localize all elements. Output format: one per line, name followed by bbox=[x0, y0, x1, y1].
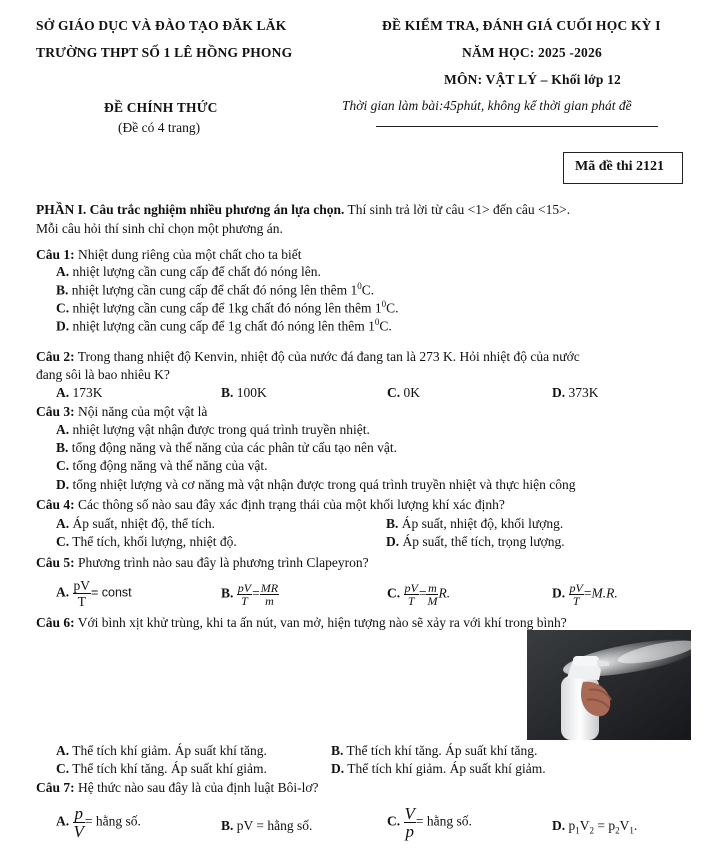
subject: MÔN: VẬT LÝ – Khối lớp 12 bbox=[444, 72, 621, 87]
option-text: tổng động năng và thế năng của các phân tử cấu tạo nên vật. bbox=[68, 440, 397, 455]
q2-option-c[interactable] bbox=[387, 385, 420, 401]
question-text: Hệ thức nào sau đây là của định luật Bôi-lơ? bbox=[74, 780, 319, 795]
q7-option-b[interactable] bbox=[221, 818, 312, 834]
option-text: = p bbox=[594, 818, 616, 833]
question-text: Nhiệt dung riêng của một chất cho ta biết bbox=[74, 247, 302, 262]
option-text: Thể tích khí giảm. Áp suất khí giảm. bbox=[344, 761, 546, 776]
option-tail: C. bbox=[379, 318, 392, 334]
question-2-cont: đang sôi là bao nhiêu K? bbox=[36, 367, 170, 382]
question-text: Các thông số nào sau đây xác định trạng thái của một khối lượng khí xác định? bbox=[74, 497, 505, 512]
q1-option-c[interactable] bbox=[56, 299, 399, 317]
option-key: C. bbox=[56, 458, 70, 473]
q1-option-d[interactable] bbox=[56, 317, 392, 335]
school-name: TRƯỜNG THPT SỐ 1 LÊ HỒNG PHONG bbox=[36, 45, 293, 60]
option-text: pV = hằng số. bbox=[233, 818, 313, 833]
question-1 bbox=[36, 247, 301, 263]
q4-option-d[interactable] bbox=[386, 534, 565, 550]
fraction bbox=[73, 578, 92, 609]
question-label: Câu 6: bbox=[36, 615, 75, 630]
fraction bbox=[260, 582, 279, 607]
school-year: NĂM HỌC: 2025 -2026 bbox=[462, 45, 602, 60]
denominator: T bbox=[407, 594, 415, 608]
section-title: PHẦN I. Câu trắc nghiệm nhiều phương án lựa chọn. bbox=[36, 202, 345, 217]
question-label: Câu 7: bbox=[36, 780, 75, 795]
option-key: C. bbox=[387, 585, 401, 601]
q7-option-d[interactable] bbox=[552, 818, 637, 836]
option-key: B. bbox=[331, 743, 344, 758]
option-key: C. bbox=[387, 385, 401, 400]
q5-option-b[interactable] bbox=[221, 582, 279, 607]
question-text: Nội năng của một vật là bbox=[74, 404, 208, 419]
question-label: Câu 2: bbox=[36, 349, 75, 364]
question-6 bbox=[36, 615, 567, 631]
option-key: D. bbox=[552, 585, 566, 601]
superscript: 0 bbox=[357, 281, 362, 291]
fraction bbox=[569, 582, 584, 607]
fraction bbox=[237, 582, 252, 607]
numerator: V bbox=[404, 804, 415, 823]
numerator: pV bbox=[73, 578, 90, 593]
option-text: 0K bbox=[400, 385, 420, 400]
exam-time: Thời gian làm bài:45phút, không kể thời gian phát đề bbox=[342, 98, 632, 113]
option-key: C. bbox=[56, 534, 70, 549]
fraction bbox=[73, 805, 85, 840]
option-key: D. bbox=[552, 385, 566, 400]
official-label: ĐỀ CHÍNH THỨC bbox=[104, 100, 218, 115]
option-key: D. bbox=[331, 761, 345, 776]
subscript: 1 bbox=[629, 825, 634, 836]
subscript: 2 bbox=[615, 825, 620, 836]
q6-option-a[interactable] bbox=[56, 743, 267, 759]
equal-sign: = bbox=[583, 585, 592, 601]
option-text: Thể tích khí tăng. Áp suất khí giảm. bbox=[69, 761, 267, 776]
option-key: B. bbox=[221, 385, 234, 400]
option-key: A. bbox=[56, 385, 70, 400]
q1-option-b[interactable] bbox=[56, 281, 374, 299]
option-key: B. bbox=[56, 440, 69, 455]
q2-option-b[interactable] bbox=[221, 385, 267, 401]
denominator: m bbox=[265, 594, 274, 608]
section-instruction-2: Mỗi câu hỏi thí sinh chỉ chọn một phương án. bbox=[36, 221, 283, 236]
equal-sign: = bbox=[418, 585, 427, 601]
option-tail: C. bbox=[386, 300, 399, 316]
denominator: T bbox=[241, 594, 248, 608]
denominator: M bbox=[427, 594, 438, 608]
option-text: nhiệt lượng cần cung cấp để 1g chất đó nóng lên thêm 1 bbox=[69, 318, 375, 334]
q3-option-b[interactable] bbox=[56, 440, 397, 456]
q7-option-c[interactable] bbox=[387, 805, 472, 840]
option-key: D. bbox=[56, 318, 70, 334]
equation-rest: = hằng số. bbox=[84, 813, 141, 829]
q7-option-a[interactable] bbox=[56, 805, 141, 840]
option-key: B. bbox=[386, 516, 399, 531]
option-key: D. bbox=[552, 818, 566, 833]
option-key: D. bbox=[386, 534, 400, 549]
q1-option-a[interactable] bbox=[56, 264, 321, 280]
option-text: Áp suất, nhiệt độ, khối lượng. bbox=[398, 516, 564, 531]
option-text: nhiệt lượng cần cung cấp để chất đó nóng lên. bbox=[69, 264, 321, 279]
q5-option-d[interactable] bbox=[552, 582, 618, 607]
option-key: A. bbox=[56, 422, 70, 437]
question-label: Câu 1: bbox=[36, 247, 75, 262]
numerator: pV bbox=[569, 581, 583, 595]
option-tail: . bbox=[633, 818, 638, 833]
option-tail: C. bbox=[361, 282, 375, 298]
equation-tail: R. bbox=[438, 585, 451, 601]
exam-code: Mã đề thi 2121 bbox=[575, 159, 665, 174]
question-4 bbox=[36, 497, 505, 513]
q4-option-b[interactable] bbox=[386, 516, 563, 532]
q5-option-a[interactable] bbox=[56, 578, 132, 609]
fraction bbox=[404, 582, 419, 607]
option-key: A. bbox=[56, 813, 70, 829]
superscript: 0 bbox=[381, 299, 387, 309]
subscript: 2 bbox=[589, 825, 594, 836]
question-label: Câu 3: bbox=[36, 404, 75, 419]
section-heading bbox=[36, 202, 570, 218]
numerator: m bbox=[428, 581, 437, 595]
exam-code-box bbox=[563, 152, 683, 184]
numerator: pV bbox=[237, 581, 252, 595]
equation-tail: M.R. bbox=[591, 585, 618, 601]
option-text: 100K bbox=[233, 385, 267, 400]
question-5 bbox=[36, 555, 369, 571]
option-text: nhiệt lượng cần cung cấp để chất đó nóng lên thêm 1 bbox=[68, 282, 358, 298]
exam-type: ĐỀ KIỂM TRA, ĐÁNH GIÁ CUỐI HỌC KỲ I bbox=[382, 18, 661, 33]
equal-sign: = bbox=[252, 585, 260, 601]
option-text: 173K bbox=[69, 385, 103, 400]
numerator: MR bbox=[260, 581, 279, 595]
option-key: A. bbox=[56, 584, 70, 600]
q3-option-c[interactable] bbox=[56, 458, 267, 474]
numerator: p bbox=[74, 804, 83, 823]
question-text: Trong thang nhiệt độ Kenvin, nhiệt độ của nước đá đang tan là 273 K. Hỏi nhiệt độ của nước bbox=[74, 349, 580, 364]
option-key: A. bbox=[56, 516, 70, 531]
subscript: 1 bbox=[575, 825, 580, 836]
q6-option-b[interactable] bbox=[331, 743, 537, 759]
option-key: C. bbox=[387, 813, 401, 829]
option-key: C. bbox=[56, 761, 70, 776]
numerator: pV bbox=[404, 581, 418, 595]
equation-rest: = hằng số. bbox=[415, 813, 472, 829]
option-text: V bbox=[619, 818, 630, 833]
question-label: Câu 5: bbox=[36, 555, 75, 570]
question-text: Phương trình nào sau đây là phương trình Clapeyron? bbox=[74, 555, 369, 570]
superscript: 0 bbox=[374, 317, 380, 327]
q2-option-a[interactable] bbox=[56, 385, 103, 401]
option-key: B. bbox=[56, 282, 69, 298]
option-text: 373K bbox=[565, 385, 599, 400]
question-label: Câu 4: bbox=[36, 497, 75, 512]
option-text: nhiệt lượng vật nhận được trong quá trình truyền nhiệt. bbox=[69, 422, 370, 437]
spray-bottle-photo bbox=[527, 630, 691, 740]
option-text: tổng động năng và thế năng của vật. bbox=[69, 458, 268, 473]
dept-name: SỞ GIÁO DỤC VÀ ĐÀO TẠO ĐĂK LĂK bbox=[36, 18, 287, 33]
option-text: Thể tích khí giảm. Áp suất khí tăng. bbox=[69, 743, 267, 758]
q4-option-a[interactable] bbox=[56, 516, 215, 532]
option-text: Áp suất, nhiệt độ, thể tích. bbox=[69, 516, 215, 531]
q4-option-c[interactable] bbox=[56, 534, 237, 550]
option-text: V bbox=[579, 818, 590, 833]
page-count: (Đề có 4 trang) bbox=[118, 120, 201, 135]
question-2 bbox=[36, 349, 580, 365]
option-key: B. bbox=[221, 818, 234, 833]
header-divider bbox=[376, 126, 658, 127]
q5-option-c[interactable] bbox=[387, 582, 450, 607]
q2-option-d[interactable] bbox=[552, 385, 599, 401]
option-text: nhiệt lượng cần cung cấp để 1kg chất đó nóng lên thêm 1 bbox=[69, 300, 382, 316]
option-key: D. bbox=[56, 477, 70, 492]
question-7 bbox=[36, 780, 319, 796]
denominator: T bbox=[77, 594, 86, 609]
denominator: p bbox=[405, 822, 414, 841]
option-key: A. bbox=[56, 743, 70, 758]
denominator: V bbox=[73, 822, 84, 841]
option-text: Áp suất, thể tích, trọng lượng. bbox=[399, 534, 565, 549]
denominator: T bbox=[572, 594, 580, 608]
fraction bbox=[426, 582, 438, 607]
option-key: C. bbox=[56, 300, 70, 316]
option-text: tổng nhiệt lượng và cơ năng mà vật nhận được trong quá trình truyền nhiệt và thực hiện công bbox=[69, 477, 576, 492]
section-instruction: Thí sinh trả lời từ câu <1> đến câu <15>. bbox=[344, 202, 571, 217]
question-3 bbox=[36, 404, 207, 420]
q6-option-c[interactable] bbox=[56, 761, 267, 777]
q3-option-a[interactable] bbox=[56, 422, 370, 438]
q3-option-d[interactable] bbox=[56, 477, 576, 493]
option-key: B. bbox=[221, 585, 234, 601]
equation-rest: = const bbox=[91, 585, 132, 600]
q6-option-d[interactable] bbox=[331, 761, 546, 777]
option-text: p bbox=[565, 818, 576, 833]
question-text: Với bình xịt khử trùng, khi ta ấn nút, van mở, hiện tượng nào sẽ xảy ra với khí trong bình? bbox=[74, 615, 567, 630]
option-key: A. bbox=[56, 264, 70, 279]
option-text: Thể tích khí tăng. Áp suất khí tăng. bbox=[343, 743, 538, 758]
option-text: Thể tích, khối lượng, nhiệt độ. bbox=[69, 534, 237, 549]
fraction bbox=[404, 805, 416, 840]
